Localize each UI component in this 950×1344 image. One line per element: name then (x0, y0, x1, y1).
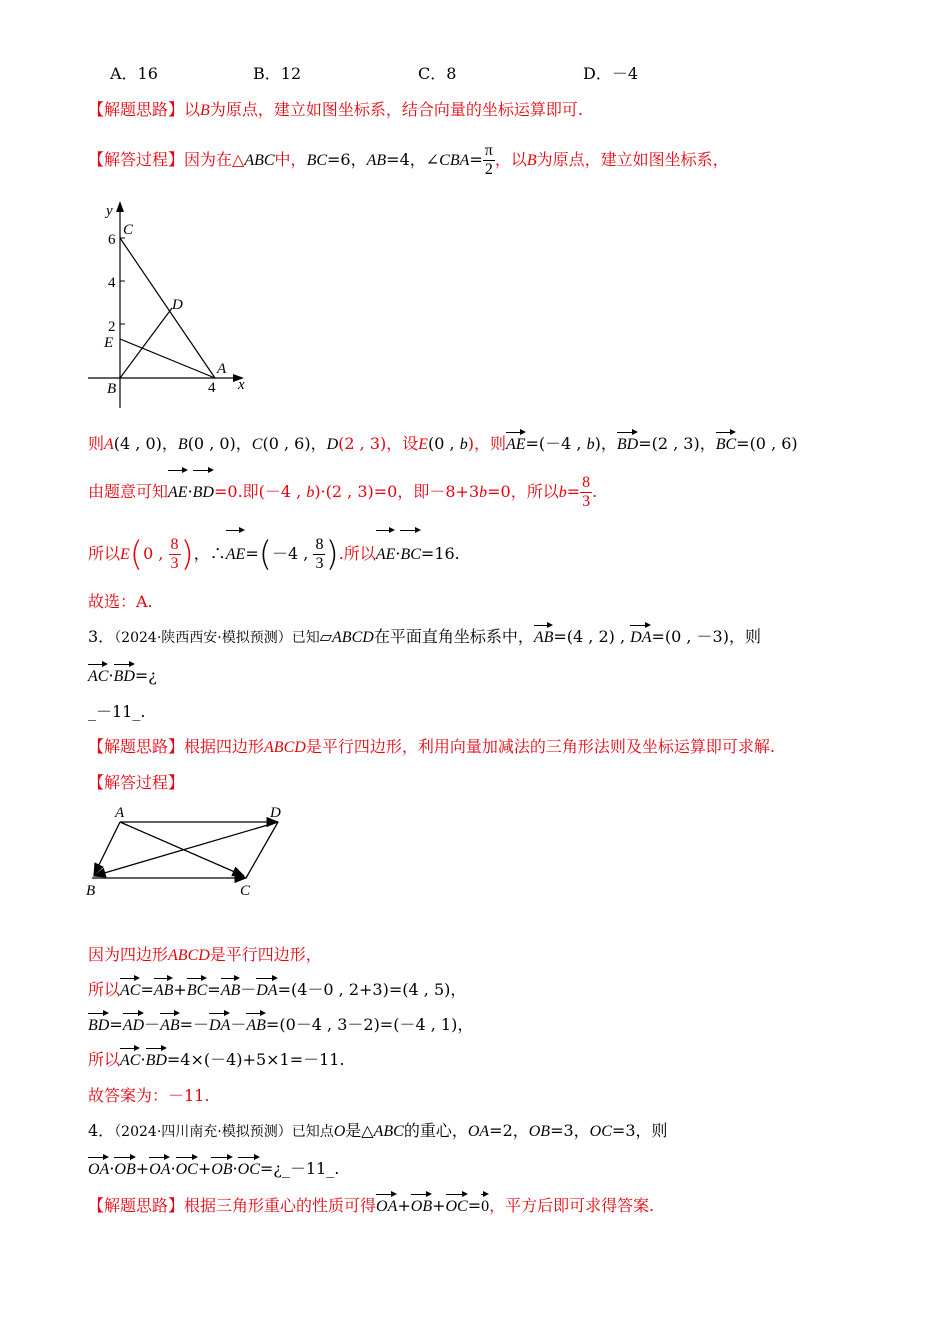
y-axis-arrow (116, 201, 124, 212)
segment-bd (120, 308, 172, 378)
q3-point-a: A (115, 805, 125, 821)
q4-stem-2 (88, 1159, 339, 1180)
q2l3-t2: 0 , (143, 544, 169, 563)
option-a: A．16 (110, 64, 158, 83)
q4-oc: OC (589, 1123, 612, 1140)
q4-plus2: + (197, 1159, 212, 1178)
q4-idea-vec-ob: OB (410, 1198, 433, 1215)
q4-src: （2024·四川南充·模拟预测）已知点 (114, 1124, 334, 1140)
q3-vec-ab: AB (533, 629, 554, 646)
q2-answer: 故选：A. (88, 592, 153, 611)
q2l3-dot: · (395, 544, 401, 563)
q3s1-t1: 因为四边形 (88, 945, 169, 964)
q3s4-t1: 所以 (88, 1050, 121, 1069)
q4-dot1: · (109, 1159, 115, 1178)
q2l1-d: D (326, 436, 339, 453)
q2l1-t5: (2 , 3)，设 (338, 434, 419, 453)
q3s2-vec-da: DA (256, 982, 278, 999)
q2l1-t6: (0 , (428, 434, 460, 453)
q2l3-den: 3 (170, 555, 179, 572)
q2l2-t4: =0，所以 (487, 482, 559, 501)
q4-num: 4． (88, 1121, 115, 1140)
q3s2-t2: =(4－0 , 2+3)=(4 , 5)， (277, 980, 467, 999)
q2l2-vec-ae: AE (168, 473, 188, 513)
q2l3-paren-open: ( (129, 534, 144, 575)
q4-idea-vec-oc: OC (445, 1198, 468, 1215)
q2l2-t5: = (566, 482, 581, 501)
q3-num: 3． (88, 627, 115, 646)
option-d: D．－4 (583, 64, 639, 83)
q2l2-t1: 由题意可知 (88, 482, 169, 501)
parallelogram-symbol: ▱ (319, 627, 333, 646)
q2l3-num: 8 (170, 536, 179, 553)
q2-proc-abc: ABC (244, 152, 275, 169)
q3s4-t2: =4×(－4)+5×1=－11. (166, 1050, 345, 1069)
q3-t2: =(4 , 2) , (553, 627, 631, 646)
q3-src: （2024·陕西西安·模拟预测）已知 (114, 630, 320, 646)
q3s2-plus: + (173, 980, 187, 999)
q2-idea-text: 以 (184, 100, 201, 119)
q3s3-eqm: =－ (179, 1015, 210, 1034)
q3s1-t2: 是平行四边形， (209, 945, 322, 964)
q2l3-vec-bc: BC (400, 533, 420, 577)
q2-idea-text-2: 为原点，建立如图坐标系，结合向量的坐标运算即可. (209, 100, 583, 119)
q3-step-3 (88, 1015, 473, 1036)
q2l3-t7: =16. (420, 544, 460, 563)
q4-vec-ob: OB (114, 1161, 136, 1178)
q2l3-frac (169, 536, 181, 573)
point-a-label: A (217, 361, 227, 377)
arrow-ac (120, 822, 244, 876)
q2l1-c: C (251, 436, 263, 453)
q3-dot: · (108, 666, 114, 685)
q2l3-vec-ae2: AE (376, 533, 396, 577)
q3s3-vec-da: DA (209, 1017, 231, 1034)
q3s3-t: =(0－4 , 3－2)=(－4 , 1)， (265, 1015, 474, 1034)
q3s3-minus2: － (230, 1015, 247, 1034)
q4-vec-oc2: OC (237, 1161, 260, 1178)
q3-step-1 (88, 945, 322, 966)
option-b: B．12 (253, 64, 302, 83)
q4-idea-zero-vec: 0 (481, 1198, 490, 1215)
q3s2-eq2: = (207, 980, 221, 999)
q4-t6: =¿_－11_. (259, 1159, 340, 1178)
q4-idea-vec-oa: OA (376, 1198, 398, 1215)
q3-vec-da: DA (630, 629, 652, 646)
q4-vec-oc: OC (175, 1161, 198, 1178)
q3s2-t1: 所以 (88, 980, 121, 999)
point-d-label: D (172, 297, 183, 313)
segment-ca (120, 238, 215, 378)
q2l2-t3: )·(2 , 3)=0，即－8+3 (314, 482, 480, 501)
x-label: x (238, 377, 245, 393)
q2-idea-b: B (200, 102, 210, 119)
q2l3-t1: 所以 (88, 544, 121, 563)
q2l2-t2: =0.即(－4 , (213, 482, 307, 501)
q3s3-vec-ab: AB (160, 1017, 180, 1034)
q3-t4: =¿ (134, 666, 157, 685)
q3-t3: =(0 , －3)，则 (651, 627, 761, 646)
q3s3-eq: = (109, 1015, 123, 1034)
q3-vec-bd: BD (113, 668, 135, 685)
q2-line-condition (88, 472, 597, 513)
q2-proc-line (88, 140, 729, 181)
q3-stem (88, 627, 761, 648)
q2l1-t4: (0 , 6)， (262, 434, 327, 453)
q4-vec-ob2: OB (211, 1161, 233, 1178)
option-c: C．8 (418, 64, 457, 83)
q3s2-vec-ac: AC (120, 982, 141, 999)
q4-stem (88, 1121, 668, 1142)
q3s2-eq1: = (140, 980, 154, 999)
arrow-ab (94, 822, 120, 875)
q2l3-e: E (120, 546, 130, 563)
arrow-db (94, 822, 278, 876)
q4-t2: 的重心， (403, 1121, 468, 1140)
q2l2-num: 8 (582, 474, 591, 491)
q2l1-t1: 则 (88, 434, 105, 453)
q4-vec-oa: OA (88, 1161, 110, 1178)
q2l1-t2: (4 , 0)， (113, 434, 178, 453)
q3-vec-ac: AC (88, 668, 109, 685)
q2l2-t6: . (592, 482, 598, 501)
q2l2-den: 3 (582, 493, 591, 510)
q2-proc-ab: AB (366, 152, 387, 169)
q2l1-t7: )，则 (467, 434, 506, 453)
q2l3-t3: ，∴ (193, 544, 226, 563)
q2-proc-t5: = (469, 150, 483, 169)
q4-t5: =3，则 (611, 1121, 668, 1140)
q3s4-vec-ac: AC (120, 1052, 141, 1069)
q4-dot2: · (170, 1159, 176, 1178)
point-e-label: E (104, 335, 114, 351)
q2l1-bvar2: b (586, 436, 595, 453)
q3s3-vec-ad: AD (122, 1017, 145, 1034)
point-b-label: B (107, 381, 117, 397)
q2l3-num2: 8 (315, 536, 324, 553)
q3s2-vec-ab2: AB (220, 982, 241, 999)
q4-idea-t2: ，平方后即可求得答案. (489, 1196, 655, 1215)
q2l1-b: B (177, 436, 188, 453)
tick-label-4: 4 (108, 275, 116, 291)
y-label: y (106, 203, 113, 219)
q2-idea-tag: 【解题思路】 (88, 100, 185, 119)
q3-idea-line (88, 737, 775, 758)
q4-plus1: + (135, 1159, 150, 1178)
q2l3-frac-2 (313, 536, 325, 573)
q3-answer-blank: _－11_. (88, 702, 146, 721)
q4-idea-tag: 【解题思路】 (88, 1196, 185, 1215)
q3s2-minus: － (240, 980, 257, 999)
q4-idea-line (88, 1196, 654, 1217)
q2-proc-bc: BC (306, 152, 328, 169)
q4-idea-eq: = (467, 1196, 482, 1215)
q3-idea-t1: 根据四边形 (184, 737, 265, 756)
q2l1-vec-bc: BC (715, 436, 737, 453)
q2-proc-t6: ，以 (494, 150, 527, 169)
q2l3-t6: .所以 (338, 544, 376, 563)
q2-proc-t3: =6， (327, 150, 367, 169)
q2-proc-t7: 为原点，建立如图坐标系， (536, 150, 729, 169)
q3-point-b: B (86, 883, 96, 899)
q3-idea-t2: 是平行四边形，利用向量加减法的三角形法则及坐标运算即可求解. (305, 737, 775, 756)
point-c-label: C (123, 222, 134, 238)
q3-step-2 (88, 980, 466, 1001)
q2l3-paren-close-2: ) (325, 534, 339, 575)
q3-idea-tag: 【解题思路】 (88, 737, 185, 756)
q3s1-abcd: ABCD (168, 947, 210, 964)
q2l2-vec-bd: BD (193, 473, 214, 513)
q2l3-t4: = (245, 544, 259, 563)
q3-stem-2 (88, 666, 157, 687)
q4-oa: OA (467, 1123, 490, 1140)
q2l2-dot: · (187, 482, 193, 501)
tick-label-6: 6 (108, 232, 116, 248)
q2-line-result (88, 532, 460, 577)
q2-proc-t2: 中， (274, 150, 307, 169)
q3-abcd: ABCD (332, 629, 374, 646)
q2l1-t10: =(2 , 3)， (638, 434, 716, 453)
q2l1-bvar: b (459, 436, 468, 453)
q4-vec-oa2: OA (149, 1161, 171, 1178)
tick-label-2: 2 (108, 319, 116, 335)
q2-line-coordinates (88, 434, 798, 455)
q3-idea-abcd: ABCD (264, 739, 306, 756)
q3s4-vec-bd: BD (145, 1052, 167, 1069)
q2l3-paren-open-2: ( (258, 534, 272, 575)
q2l1-vec-ae: AE (505, 436, 526, 453)
q4-idea-plus2: + (432, 1196, 446, 1215)
q4-abc: ABC (373, 1123, 404, 1140)
q2l3-t5: －4 , (272, 544, 314, 563)
q3s3-vec-bd: BD (88, 1017, 110, 1034)
q2l1-t8: =(－4 , (525, 434, 587, 453)
q2l2-frac (580, 474, 592, 511)
q3-point-c: C (240, 883, 251, 899)
q2-proc-two: 2 (484, 161, 493, 178)
q4-dot3: · (232, 1159, 238, 1178)
q4-t1: 是△ (345, 1121, 374, 1140)
q3-step-4 (88, 1050, 345, 1071)
q2l2-b3: b (558, 484, 567, 501)
q2l3-paren-close: ) (180, 534, 194, 575)
q4-idea-plus1: + (397, 1196, 411, 1215)
tick-label-x4: 4 (208, 380, 216, 396)
q3-parallelogram-figure (82, 800, 292, 905)
q2l1-t3: (0 , 0)， (187, 434, 252, 453)
q2l1-e: E (418, 436, 429, 453)
q2l3-den2: 3 (315, 555, 324, 572)
q3-proc-tag: 【解答过程】 (88, 773, 185, 792)
q2-proc-frac (483, 142, 495, 179)
q3s3-vec-ab2: AB (246, 1017, 266, 1034)
q4-ob: OB (528, 1123, 551, 1140)
q2-proc-pi: π (484, 142, 493, 159)
q4-t3: =2， (489, 1121, 529, 1140)
q2-proc-cba: CBA (439, 152, 470, 169)
q2-proc-b: B (526, 152, 537, 169)
q2l1-a: A (104, 436, 114, 453)
q2-proc-t1: 因为在△ (184, 150, 245, 169)
q2-proc-tag: 【解答过程】 (88, 150, 185, 169)
q2-coordinate-figure (80, 198, 260, 413)
q3s2-vec-bc: BC (186, 982, 208, 999)
q3-point-d: D (270, 805, 281, 821)
q2l1-t11: =(0 , 6) (736, 434, 798, 453)
q2l1-t9: )， (594, 434, 617, 453)
q2l2-b: b (306, 484, 315, 501)
q2-proc-t4: =4，∠ (386, 150, 440, 169)
q3-final: 故答案为：－11. (88, 1086, 210, 1105)
q3s2-vec-ab: AB (153, 982, 174, 999)
q3-t1: 在平面直角坐标系中， (373, 627, 534, 646)
q2l2-b2: b (479, 484, 488, 501)
q2l3-vec-ae: AE (226, 533, 246, 577)
q2-idea-line (88, 100, 583, 121)
q3s4-dot: · (140, 1050, 146, 1069)
q3s3-minus: － (144, 1015, 161, 1034)
q2l1-vec-bd: BD (616, 436, 639, 453)
q4-o: O (333, 1123, 346, 1140)
q4-t4: =3， (550, 1121, 590, 1140)
q4-idea-t1: 根据三角形重心的性质可得 (184, 1196, 377, 1215)
